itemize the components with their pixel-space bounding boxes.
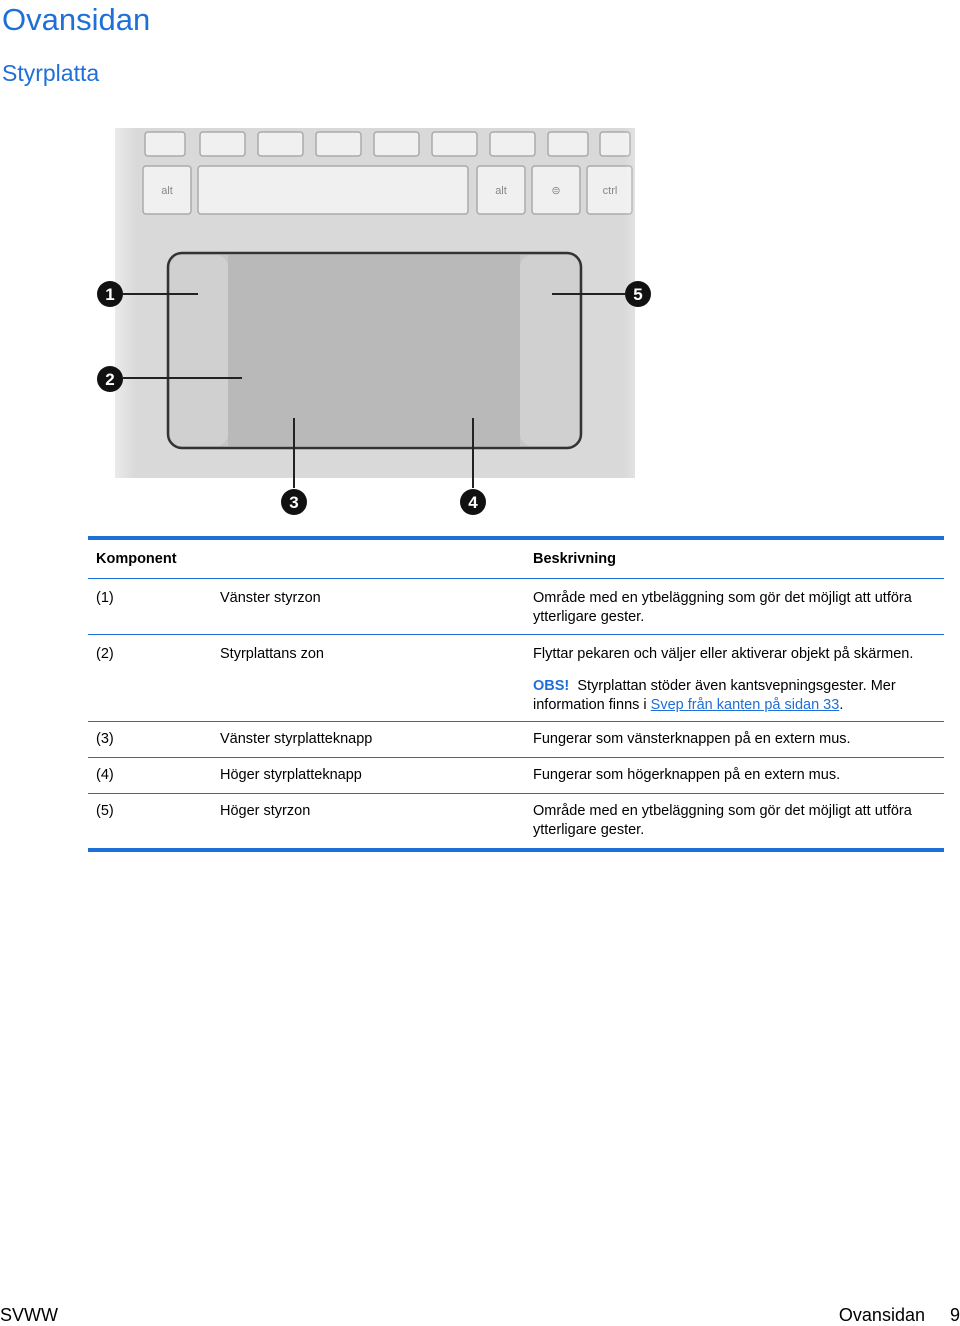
note-label: OBS!: [533, 678, 570, 694]
callout-label-3: 3: [289, 493, 299, 512]
page-number: 9: [949, 1305, 960, 1325]
page-title: Ovansidan: [2, 2, 151, 37]
callout-label-5: 5: [633, 285, 643, 304]
row-description: Fungerar som högerknappen på en extern mus.: [533, 767, 841, 783]
header-description: Beskrivning: [533, 551, 616, 567]
note: [533, 677, 938, 715]
component-table: [88, 536, 944, 852]
section-title: Styrplatta: [2, 60, 100, 86]
table-bottom-rule: [88, 848, 944, 852]
row-number: (2): [96, 646, 114, 662]
callout-label-1: 1: [105, 285, 115, 304]
header-component: Komponent: [96, 551, 177, 567]
row-number: (3): [96, 731, 114, 747]
touchpad-figure: [90, 128, 670, 528]
touchpad-illustration: [90, 128, 670, 528]
table-row: [88, 794, 944, 848]
row-component: Höger styrplatteknapp: [220, 767, 362, 783]
row-number: (1): [96, 590, 114, 606]
table-header-row: [88, 540, 944, 579]
footer-section: Ovansidan: [838, 1305, 925, 1325]
note-end: .: [839, 697, 844, 713]
note-link[interactable]: Svep från kanten på sidan 33: [650, 697, 840, 713]
table-row: [88, 758, 944, 794]
footer-page-info: [839, 1305, 960, 1326]
row-description: Fungerar som vänsterknappen på en extern mus.: [533, 731, 851, 747]
footer-doc-code: SVWW: [0, 1305, 58, 1325]
table-row: [88, 635, 944, 722]
row-component: Vänster styrzon: [220, 590, 321, 606]
table-row: [88, 722, 944, 758]
row-number: (5): [96, 803, 114, 819]
row-description: Område med en ytbeläggning som gör det möjligt att utföra ytterligare gester.: [533, 590, 912, 625]
row-number: (4): [96, 767, 114, 783]
table-row: [88, 579, 944, 635]
note-text: Styrplattan stöder även kantsvepningsgester. Mer information finns i: [533, 678, 896, 713]
callout-label-2: 2: [105, 370, 115, 389]
row-component: Vänster styrplatteknapp: [220, 731, 373, 747]
row-component: Styrplattans zon: [220, 646, 324, 662]
row-description: Flyttar pekaren och väljer eller aktiverar objekt på skärmen.: [533, 646, 914, 662]
row-component: Höger styrzon: [220, 803, 311, 819]
callout-label-4: 4: [468, 493, 478, 512]
row-description: Område med en ytbeläggning som gör det möjligt att utföra ytterligare gester.: [533, 803, 912, 838]
